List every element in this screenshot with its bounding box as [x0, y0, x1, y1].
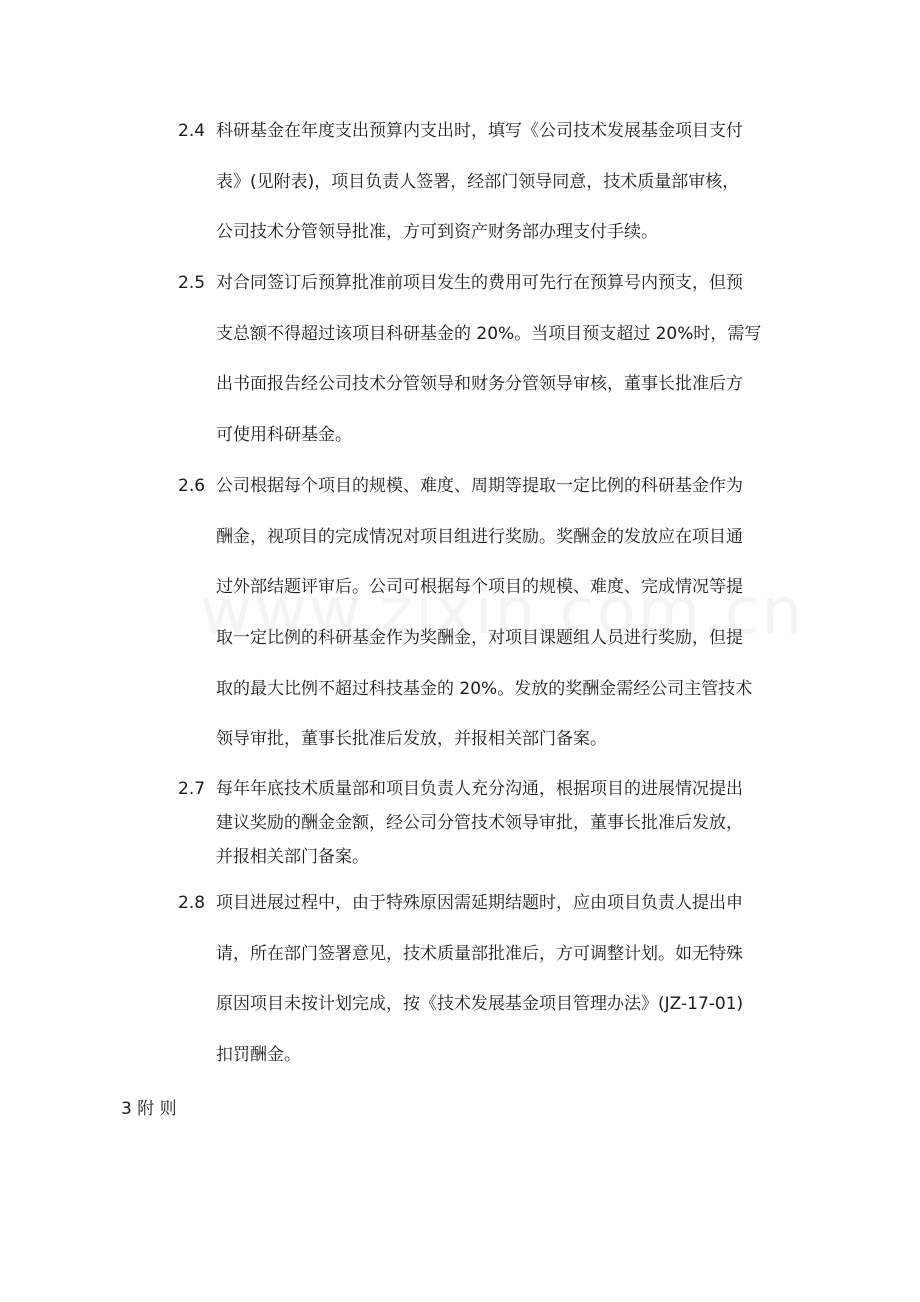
- clause-number: 2.5: [178, 273, 206, 293]
- clause-line: 对合同签订后预算批准前项目发生的费用可先行在预算号内预支，但预: [216, 273, 743, 293]
- clause-line: 支总额不得超过该项目科研基金的 20%。当项目预支超过 20%时，需写: [216, 324, 762, 344]
- clause-line: 项目进展过程中，由于特殊原因需延期结题时，应由项目负责人提出申: [216, 893, 743, 913]
- clause-line: 原因项目未按计划完成，按《技术发展基金项目管理办法》(JZ-17-01): [216, 994, 744, 1014]
- clause-line: 领导审批，董事长批准后发放，并报相关部门备案。: [216, 729, 607, 749]
- clause-2-6: [178, 473, 828, 758]
- clause-line: 表》(见附表)，项目负责人签署，经部门领导同意，技术质量部审核，: [216, 172, 740, 192]
- clause-line: 酬金，视项目的完成情况对项目组进行奖励。奖酬金的发放应在项目通: [216, 527, 743, 547]
- clause-line: 扣罚酬金。: [216, 1045, 301, 1065]
- section-heading: 3 附 则: [121, 1099, 177, 1119]
- clause-2-7: [178, 776, 828, 871]
- clause-line: 出书面报告经公司技术分管领导和财务分管领导审核，董事长批准后方: [216, 374, 743, 394]
- clause-line: 过外部结题评审后。公司可根据每个项目的规模、难度、完成情况等提: [216, 577, 743, 597]
- clause-number: 2.6: [178, 476, 206, 496]
- clause-line: 请，所在部门签署意见，技术质量部批准后，方可调整计划。如无特殊: [216, 944, 743, 964]
- clause-2-4: [178, 118, 828, 248]
- clause-line: 建议奖励的酬金金额，经公司分管技术领导审批，董事长批准后发放，: [216, 813, 743, 833]
- clause-2-8: [178, 890, 828, 1070]
- clause-line: 每年年底技术质量部和项目负责人充分沟通，根据项目的进展情况提出: [216, 779, 743, 799]
- clause-line: 取的最大比例不超过科技基金的 20%。发放的奖酬金需经公司主管技术: [216, 679, 753, 699]
- clause-line: 可使用科研基金。: [216, 425, 352, 445]
- clause-line: 公司根据每个项目的规模、难度、周期等提取一定比例的科研基金作为: [216, 476, 743, 496]
- clause-2-5: [178, 270, 828, 450]
- clause-line: 科研基金在年度支出预算内支出时，填写《公司技术发展基金项目支付: [216, 121, 743, 141]
- clause-line: 公司技术分管领导批准，方可到资产财务部办理支付手续。: [216, 222, 658, 242]
- clause-line: 并报相关部门备案。: [216, 847, 369, 867]
- clause-number: 2.7: [178, 779, 206, 799]
- clause-number: 2.4: [178, 121, 206, 141]
- clause-number: 2.8: [178, 893, 206, 913]
- clause-line: 取一定比例的科研基金作为奖酬金，对项目课题组人员进行奖励，但提: [216, 628, 743, 648]
